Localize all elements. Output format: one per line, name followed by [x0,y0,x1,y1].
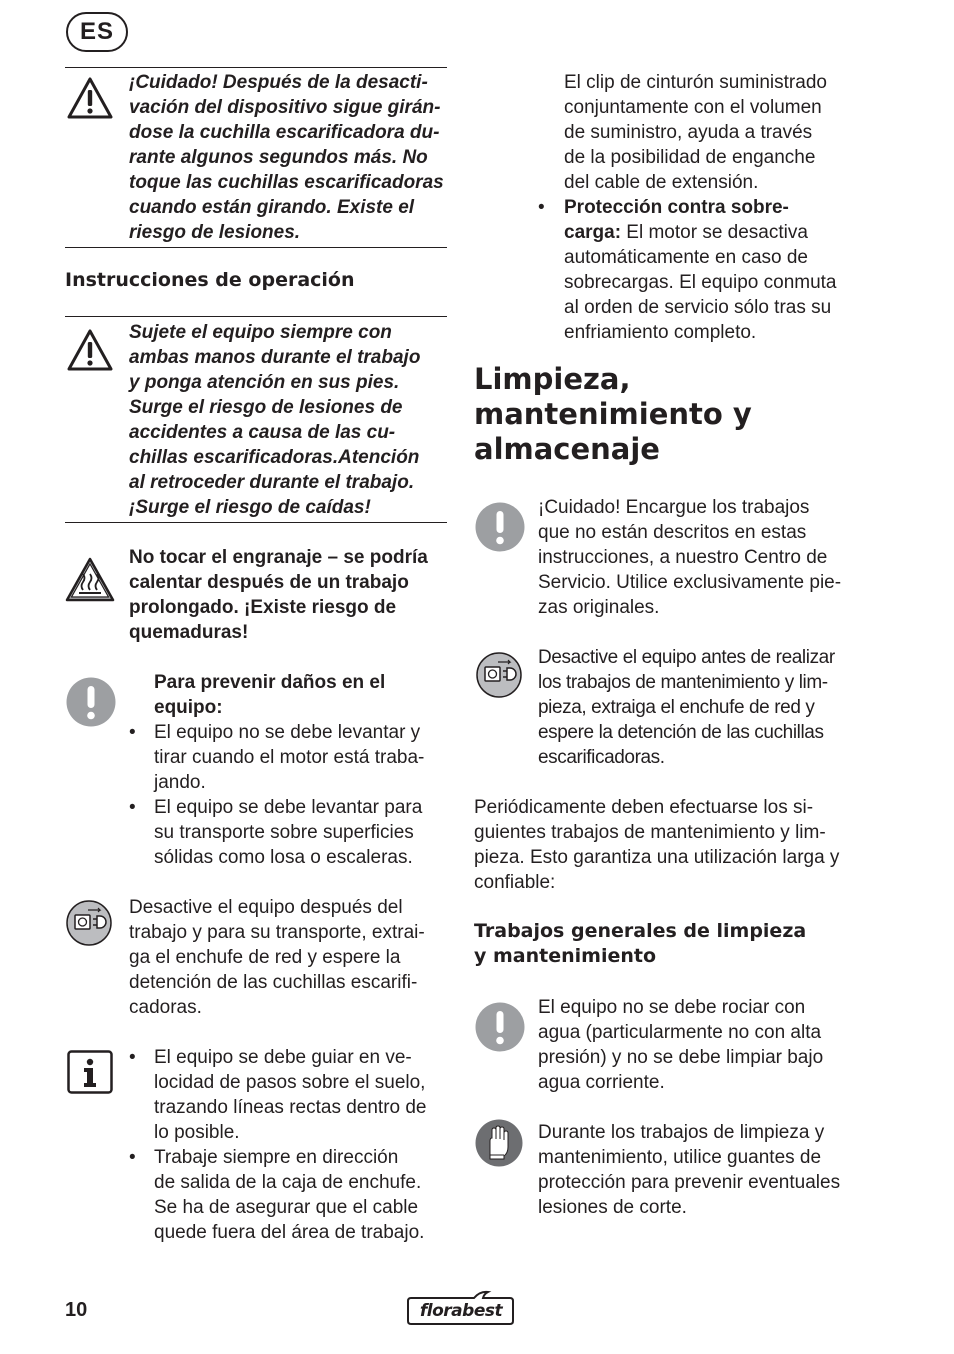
gloves-instruction-text: Durante los trabajos de limpieza y mantenimiento, utilice guantes de protección para prevenir eventuales lesiones de corte. [538,1122,841,1218]
service-caution-text: ¡Cuidado! Encargue los trabajos que no están descritos en estas instrucciones, a nuestro Centro de Servicio. Utilice exclusivamente pie- zas originales. [538,497,842,618]
warning-triangle-icon [66,76,114,120]
warning-triangle-icon [66,328,114,372]
bullet-marker: • [538,197,545,218]
bullet-marker: • [129,722,136,743]
maintenance-unplug-text: Desactive el equipo antes de realizar los trabajos de mantenimiento y lim- pieza, extraiga el enchufe de red y espere la detención de las cuchillas escarificadoras. [538,647,835,768]
exclamation-circle-icon [66,677,116,727]
subheading-general-cleaning: Trabajos generales de limpieza y mantenimiento [474,920,807,967]
divider [65,247,447,248]
bullet-marker: • [129,1047,136,1068]
unplug-instruction-text: Desactive el equipo después del trabajo y para su transporte, extrai- ga el enchufe de red y espere la detención de las cuchillas escarifi- cadoras. [129,897,425,1018]
gloves-icon [475,1119,523,1167]
section-heading-operation: Instrucciones de operación [65,269,355,291]
brand-logo [406,1290,515,1326]
prevent-damage-title: Para prevenir daños en el equipo: [154,672,386,718]
logo-text: florabest [419,1301,503,1321]
language-badge-label: ES [79,18,114,45]
overload-title-end: carga: [564,222,622,243]
warning-text-blade-spin: ¡Cuidado! Después de la desacti- vación del dispositivo sigue girán- dose la cuchilla escarificadora du- rante algunos segundos más. No toque las cuchillas escarificadoras cuando están girando. Existe el riesgo de lesiones. [129,72,444,243]
overload-title: Protección contra sobre- [564,197,789,218]
periodic-maintenance-text: Periódicamente deben efectuarse los si- guientes trabajos de mantenimiento y lim- pieza. Esto garantiza una utilización larga y confiable: [474,797,840,893]
bullet-marker: • [129,1147,136,1168]
divider [65,316,447,317]
list-item: El equipo no se debe levantar y tirar cuando el motor está traba- jando. [154,722,425,793]
info-icon [67,1050,113,1094]
list-item: El equipo se debe guiar en ve- locidad de pasos sobre el suelo, trazando líneas rectas dentro de lo posible. [154,1047,427,1143]
divider [65,522,447,523]
hot-surface-warning-text: No tocar el engranaje – se podría calentar después de un trabajo prolongado. ¡Existe riesgo de quemaduras! [129,547,428,643]
overload-protection-item: Protección contra sobre- carga: El motor se desactiva automáticamente en caso de sobrecargas. El equipo conmuta al orden de servicio sólo tras su enfriamiento completo. [564,197,837,343]
no-water-text: El equipo no se debe rociar con agua (particularmente no con alta presión) y no se debe limpiar bajo agua corriente. [538,997,824,1093]
main-heading: Limpieza, mantenimiento y almacenaje [474,362,752,466]
language-badge [66,12,128,52]
bullet-marker: • [129,797,136,818]
belt-clip-text: El clip de cinturón suministrado conjuntamente con el volumen de suministro, ayuda a través de la posibilidad de enganche del cable de extensión. [564,72,827,193]
list-item: El equipo se debe levantar para su transporte sobre superficies sólidas como losa o escaleras. [154,797,423,868]
exclamation-circle-icon [475,1002,525,1052]
list-item: Trabaje siempre en dirección de salida de la caja de enchufe. Se ha de asegurar que el cable quede fuera del área de trabajo. [154,1147,425,1243]
exclamation-circle-icon [475,502,525,552]
hot-surface-icon [64,556,116,604]
unplug-icon [66,900,112,946]
unplug-icon [476,652,522,698]
page-number: 10 [65,1299,88,1321]
warning-text-hold-device: Sujete el equipo siempre con ambas manos durante el trabajo y ponga atención en sus pies. Surge el riesgo de lesiones de accidentes a causa de las cu- chillas escarificadoras.Atención al retroceder durante el trabajo. ¡Surge el riesgo de caídas! [129,322,421,518]
divider [65,67,447,68]
